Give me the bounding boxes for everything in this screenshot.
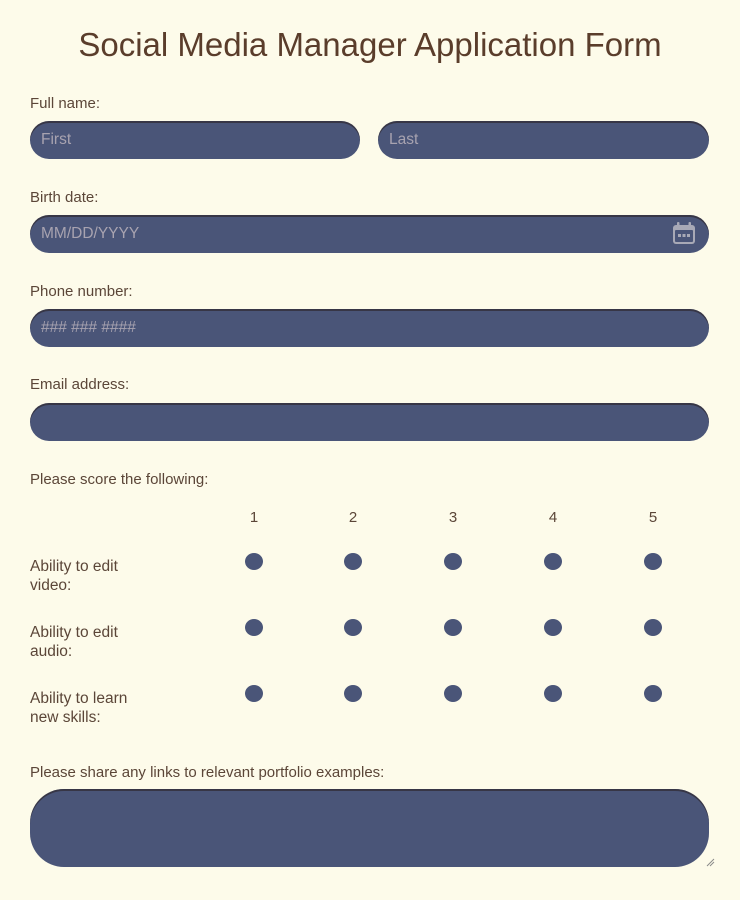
score-column-5: 5	[648, 509, 658, 526]
phone-input[interactable]	[30, 309, 709, 347]
score-column-1: 1	[249, 509, 259, 526]
radio-skills-5[interactable]	[644, 685, 662, 702]
email-input[interactable]	[30, 403, 709, 441]
radio-skills-3[interactable]	[444, 685, 462, 702]
portfolio-label: Please share any links to relevant portfolio examples:	[30, 764, 385, 781]
score-column-2: 2	[348, 509, 358, 526]
radio-video-4[interactable]	[544, 553, 562, 570]
full-name-label: Full name:	[30, 95, 101, 112]
score-column-3: 3	[448, 509, 458, 526]
score-row-skills-label: Ability to learn new skills:	[30, 690, 128, 726]
radio-video-3[interactable]	[444, 553, 462, 570]
last-name-input[interactable]	[378, 121, 709, 159]
score-row-video-label: Ability to edit video:	[30, 558, 118, 594]
last-name-placeholder: Last	[389, 131, 419, 148]
portfolio-textarea[interactable]	[30, 789, 709, 867]
radio-audio-3[interactable]	[444, 619, 462, 636]
birth-date-input[interactable]	[30, 215, 709, 253]
radio-audio-4[interactable]	[544, 619, 562, 636]
birth-date-label: Birth date:	[30, 189, 99, 206]
first-name-placeholder: First	[41, 131, 72, 148]
radio-video-5[interactable]	[644, 553, 662, 570]
radio-audio-2[interactable]	[344, 619, 362, 636]
phone-placeholder: ### ### ####	[41, 319, 136, 336]
radio-skills-4[interactable]	[544, 685, 562, 702]
phone-label: Phone number:	[30, 283, 133, 300]
email-label: Email address:	[30, 376, 130, 393]
radio-video-2[interactable]	[344, 553, 362, 570]
radio-video-1[interactable]	[245, 553, 263, 570]
score-column-4: 4	[548, 509, 558, 526]
page-title: Social Media Manager Application Form	[78, 26, 662, 63]
radio-skills-2[interactable]	[344, 685, 362, 702]
resize-handle-icon[interactable]	[705, 857, 715, 867]
first-name-input[interactable]	[30, 121, 360, 159]
birth-date-placeholder: MM/DD/YYYY	[41, 225, 140, 242]
score-row-audio-label: Ability to edit audio:	[30, 624, 118, 660]
radio-skills-1[interactable]	[245, 685, 263, 702]
radio-audio-5[interactable]	[644, 619, 662, 636]
radio-audio-1[interactable]	[245, 619, 263, 636]
calendar-icon[interactable]	[671, 222, 697, 246]
score-label: Please score the following:	[30, 471, 209, 488]
